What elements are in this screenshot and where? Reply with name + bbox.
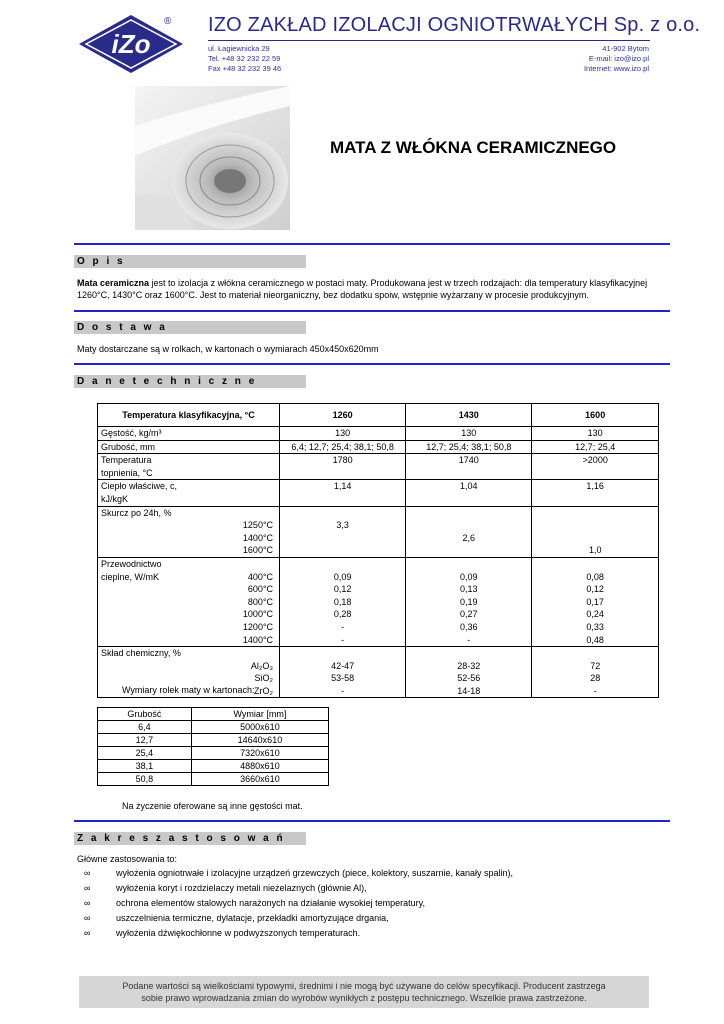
value: 0,13 [460,584,478,595]
rolls-row [98,773,329,786]
description-text [77,277,667,301]
table-header-cell: Temperatura klasyfikacyjna, °C [98,404,280,427]
value: - [341,634,345,645]
value: 0,33 [586,621,604,632]
rolls-cell: 38,1 [98,760,192,773]
row-label: Skurcz po 24h, % [98,506,192,557]
page-title: MATA Z WŁÓKNA CERAMICZNEGO [330,138,617,157]
value: 1740 [458,455,479,466]
row-sublabel: 600°C [247,584,274,595]
value: 1,0 [588,545,602,556]
description-body: jest to izolacja z włókna ceramicznego w postaci maty. Produkowana jest w trzech rodzajach: dla temperatury klasyfikacyjnej 1260°C, 1430°C oraz 1600°C. Jest to materiał nieorganiczny, bez dodatku spoiw, wstępnie wyżarzany w procesie produkcyjnym. [77,278,648,300]
value-cell [280,427,406,441]
value: 28 [590,673,601,684]
row-sublabel: 400°C [247,571,274,582]
value: 0,12 [586,584,604,595]
value [409,544,528,557]
value: 0,27 [460,609,478,620]
logo-text: iZo [111,29,151,59]
value: 0,19 [460,596,478,607]
value: 0,09 [460,571,478,582]
rolls-cell: 50,8 [98,773,192,786]
row-sublabel: Al₂O₃ [250,660,274,671]
row-sublabels [192,480,280,506]
application-text: wyłożenia dźwiękochłonne w podwyższonych temperaturach. [116,928,361,938]
application-item [84,911,706,926]
value: 1,14 [333,481,352,492]
rolls-header-row [98,708,329,721]
table-header-cell: 1430 [406,404,532,427]
row-sublabels [192,506,280,557]
value-cell [532,557,659,646]
value-cell [532,480,659,506]
value: 1,16 [586,481,604,492]
description-lead: Mata ceramiczna [77,278,150,288]
table-row [98,557,659,646]
value [535,519,655,532]
rolls-cell: 5000x610 [191,721,328,734]
value: 72 [590,660,601,671]
row-sublabels [192,440,280,454]
table-header-row [98,404,659,427]
section-divider [74,243,670,245]
value-cell [406,427,532,441]
rolls-cell: 25,4 [98,747,192,760]
value-cell [280,440,406,454]
row-sublabel: 1250°C [242,520,274,531]
header-rule [208,40,650,41]
value [535,532,655,545]
bullet-icon: ∞ [84,883,91,893]
row-sublabel: 1600°C [242,545,274,556]
row-sublabels [192,427,280,441]
value-cell [406,454,532,480]
value-cell [406,506,532,557]
section-header-zakres: Z a k r e s z a s t o s o w a ń [74,832,306,845]
rolls-header-cell: Grubość [98,708,192,721]
rolls-header-cell: Wymiar [mm] [191,708,328,721]
table-row [98,454,659,480]
row-label: Grubość, mm [98,440,192,454]
application-item [84,926,706,941]
table-row [98,480,659,506]
value-cell [532,440,659,454]
value: 3,3 [336,520,349,531]
row-sublabel: 1000°C [242,609,274,620]
value [283,532,402,545]
row-label: Skład chemiczny, % [98,647,192,698]
rolls-cell: 6,4 [98,721,192,734]
rolls-row [98,721,329,734]
rolls-cell: 7320x610 [191,747,328,760]
value: 0,48 [586,634,604,645]
row-sublabel: 800°C [247,596,274,607]
value: 1,04 [460,481,478,492]
value [283,544,402,557]
value: 6,4; 12,7; 25,4; 38,1; 50,8 [291,441,394,452]
value: - [341,685,345,696]
value: 130 [461,428,477,438]
value: 12,7; 25,4 [575,441,616,452]
section-divider [74,820,670,822]
table-row [98,427,659,441]
row-sublabel: 1200°C [242,621,274,632]
application-item [84,896,706,911]
value: 14-18 [457,685,481,696]
value: 0,18 [333,596,352,607]
row-label: Ciepło właściwe, c, kJ/kgK [98,480,192,506]
email-line: E-mail: izo@izo.pl [588,54,649,63]
company-name: IZO ZAKŁAD IZOLACJI OGNIOTRWAŁYCH Sp. z o.o. [208,14,701,36]
applications-list [84,866,706,941]
value: 28-32 [457,660,481,671]
application-item [84,881,706,896]
registered-mark: ® [164,16,172,27]
value: 0,36 [460,621,478,632]
rolls-caption: Wymiary rolek maty w kartonach: [122,685,255,695]
value-cell [406,557,532,646]
value: 12,7; 25,4; 38,1; 50,8 [426,441,512,452]
row-sublabel: 1400°C [242,634,274,645]
bullet-icon: ∞ [84,928,91,938]
row-sublabels [192,454,280,480]
value: 53-58 [331,673,355,684]
value-cell [532,454,659,480]
value [409,519,528,532]
rolls-cell: 4880x610 [191,760,328,773]
company-contact [584,44,649,74]
value: 130 [587,428,603,438]
section-divider [74,363,670,365]
rolls-cell: 3660x610 [191,773,328,786]
rolls-note: Na życzenie oferowane są inne gęstości mat. [122,801,303,811]
row-sublabel: 1400°C [242,532,274,543]
table-row [98,506,659,557]
table-header-cell: 1260 [280,404,406,427]
value-cell [280,557,406,646]
footer-line: Podane wartości są wielkościami typowymi, średnimi i nie mogą być używane do celów specyfikacji. Producent zastrzega [122,981,606,991]
applications-intro: Główne zastosowania to: [77,854,178,864]
value-cell [406,440,532,454]
value: 0,28 [333,609,352,620]
rolls-row [98,760,329,773]
bullet-icon: ∞ [84,913,91,923]
technical-data-table [97,403,659,698]
value: >2000 [582,455,608,466]
value: 130 [335,428,351,438]
section-divider [74,310,670,312]
application-text: wyłożenia ogniotrwałe i izolacyjne urządzeń grzewczych (piece, kolektory, suszarnie, kanały spalin), [116,868,514,878]
rolls-cell: 12,7 [98,734,192,747]
value-cell [280,506,406,557]
product-photo [135,86,290,230]
fax-line: Fax +48 32 232 39 46 [208,64,282,73]
footer-disclaimer [79,976,649,1008]
rolls-table [97,707,329,786]
value-cell [532,506,659,557]
value: 42-47 [331,660,355,671]
value: 0,09 [333,571,352,582]
value: - [341,621,345,632]
rolls-cell: 14640x610 [191,734,328,747]
row-label: Przewodnictwo cieplne, W/mK [98,557,192,646]
value: 0,24 [586,609,604,620]
rolls-row [98,734,329,747]
row-sublabel: SiO₂ [254,673,274,684]
rolls-row [98,747,329,760]
website-line: Internet: www.izo.pl [583,64,649,73]
company-address [208,44,281,74]
bullet-icon: ∞ [84,868,91,878]
row-label: Gęstość, kg/m³ [98,427,192,441]
application-text: uszczelnienia termiczne, dylatacje, przekładki amortyzujące drgania, [116,913,389,923]
footer-line: sobie prawo wprowadzania zmian do wyrobów wynikłych z postępu technicznego. Wszelkie prawa zastrzeżone. [141,993,587,1003]
bullet-icon: ∞ [84,898,91,908]
value: 0,12 [333,584,352,595]
application-item [84,866,706,881]
section-header-dane: D a n e t e c h n i c z n e [74,375,306,388]
value-cell [532,427,659,441]
row-label: Temperatura topnienia, °C [98,454,192,480]
delivery-text: Maty dostarczane są w rolkach, w kartonach o wymiarach 450x450x620mm [77,344,379,354]
city-line: 41-902 Bytom [602,44,649,53]
value: 0,08 [586,571,604,582]
value: 0,17 [586,596,604,607]
value: 52-56 [457,673,481,684]
address-line: ul. Łagiewnicka 29 [208,44,270,53]
table-row [98,440,659,454]
value-cell [406,480,532,506]
value: 2,6 [462,532,476,543]
application-text: wyłożenia koryt i rozdzielaczy metali nieżelaznych (głównie Al), [116,883,367,893]
phone-line: Tel. +48 32 232 22 59 [208,54,281,63]
table-header-cell: 1600 [532,404,659,427]
row-sublabel: ZrO₂ [254,685,274,696]
value: - [467,634,471,645]
section-header-dostawa: D o s t a w a [74,321,306,334]
section-header-opis: O p i s [74,255,306,268]
row-sublabels [192,557,280,646]
value: - [593,685,597,696]
value: 1780 [332,455,353,466]
value-cell [280,480,406,506]
application-text: ochrona elementów stalowych narażonych na działanie wysokiej temperatury, [116,898,425,908]
value-cell [280,454,406,480]
